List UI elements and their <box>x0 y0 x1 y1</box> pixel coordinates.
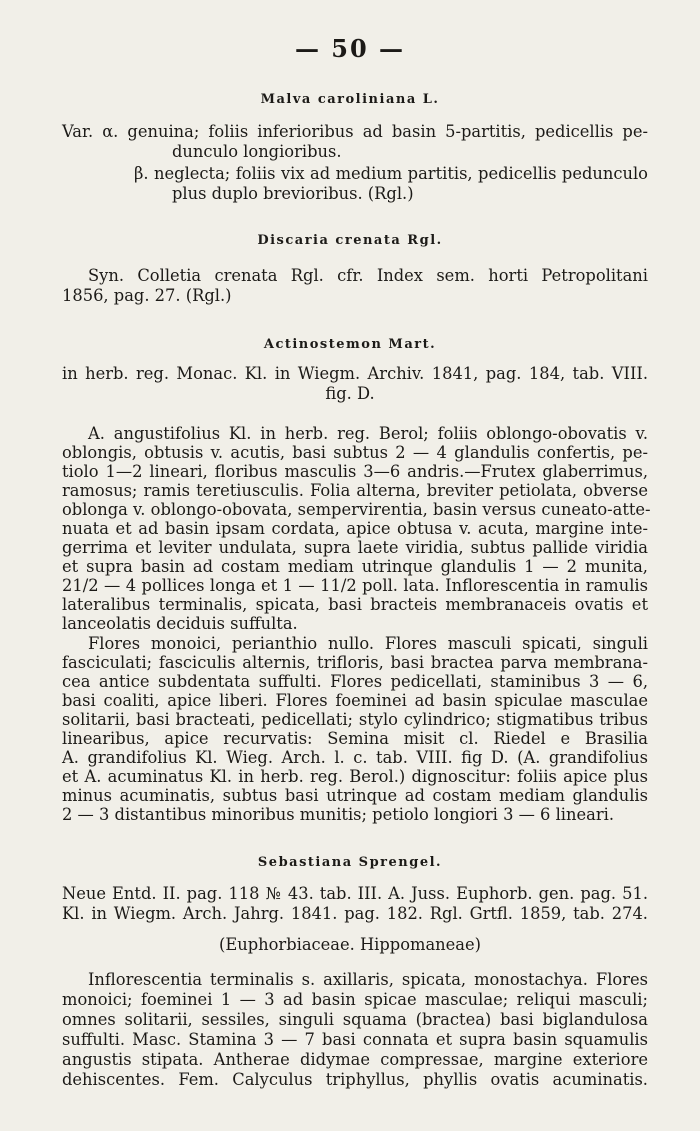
text-line: lateralibus terminalis, spicata, basi bracteis membranaceis ovatis et <box>62 595 648 614</box>
text-line: fasciculati; fasciculis alternis, trifloris, basi bractea parva membrana- <box>62 653 648 672</box>
text-line: 1856, pag. 27. (Rgl.) <box>62 286 232 305</box>
text-line: nuata et ad basin ipsam cordata, apice obtusa v. acuta, margine inte- <box>62 519 648 538</box>
text-line: dehiscentes. Fem. Calyculus triphyllus, phyllis ovatis acuminatis. <box>62 1070 648 1089</box>
text-line: basi coaliti, apice liberi. Flores foeminei ad basin spiculae masculae <box>62 691 648 710</box>
heading-actinostemon: Actinostemon Mart. <box>263 337 437 352</box>
text-line: β. neglecta; foliis vix ad medium partitis, pedicellis pedunculo <box>134 164 648 183</box>
text-line: suffulti. Masc. Stamina 3 — 7 basi connata et supra basin squamulis <box>62 1030 648 1049</box>
text-line: Flores monoici, perianthio nullo. Flores masculi spicati, singuli <box>88 634 648 653</box>
text-line: 2 — 3 distantibus minoribus munitis; petiolo longiori 3 — 6 lineari. <box>62 805 614 824</box>
text-line: dunculo longioribus. <box>172 142 342 161</box>
text-line: gerrima et leviter undulata, supra laete viridia, subtus pallide viridia <box>62 538 648 557</box>
text-line: A. grandifolius Kl. Wieg. Arch. l. c. tab. VIII. fig D. (A. grandifolius <box>62 748 648 767</box>
text-line: Kl. in Wiegm. Arch. Jahrg. 1841. pag. 182. Rgl. Grtfl. 1859, tab. 274. <box>62 904 648 923</box>
heading-sebastiana: Sebastiana Sprengel. <box>257 855 443 870</box>
text-line: A. angustifolius Kl. in herb. reg. Berol; foliis oblongo-obovatis v. <box>88 424 648 443</box>
heading-discaria: Discaria crenata Rgl. <box>257 233 443 248</box>
text-line: omnes solitarii, sessiles, singuli squama (bractea) basi biglandulosa <box>62 1010 648 1029</box>
text-line: tiolo 1—2 lineari, floribus masculis 3—6 andris.—Frutex glaberrimus, <box>62 462 648 481</box>
text-line: et A. acuminatus Kl. in herb. reg. Berol.) dignoscitur: foliis apice plus <box>62 767 648 786</box>
text-line: Var. α. genuina; foliis inferioribus ad basin 5-partitis, pedicellis pe- <box>62 122 648 141</box>
text-line: in herb. reg. Monac. Kl. in Wiegm. Archiv. 1841, pag. 184, tab. VIII. <box>62 364 648 383</box>
text-line: angustis stipata. Antherae didymae compressae, margine exteriore <box>62 1050 648 1069</box>
text-line: Neue Entd. II. pag. 118 № 43. tab. III. A. Juss. Euphorb. gen. pag. 51. <box>62 884 648 903</box>
text-line: fig. D. <box>325 384 375 403</box>
text-line: Inflorescentia terminalis s. axillaris, spicata, monostachya. Flores <box>88 970 648 989</box>
text-line: oblonga v. oblongo-obovata, sempervirentia, basin versus cuneato-atte- <box>62 500 651 519</box>
text-line: solitarii, basi bracteati, pedicellati; stylo cylindrico; stigmatibus tribus <box>62 710 648 729</box>
heading-malva: Malva caroliniana L. <box>260 92 440 107</box>
text-line: lanceolatis deciduis suffulta. <box>62 614 298 633</box>
text-line: minus acuminatis, subtus basi utrinque ad costam mediam glandulis <box>62 786 648 805</box>
text-line: ramosus; ramis teretiusculis. Folia alterna, breviter petiolata, obverse <box>62 481 648 500</box>
text-line: Syn. Colletia crenata Rgl. cfr. Index sem. horti Petropolitani <box>88 266 648 285</box>
page-number: — 50 — <box>294 34 406 63</box>
text-line: 21/2 — 4 pollices longa et 1 — 11/2 poll. lata. Inflorescentia in ramulis <box>62 576 648 595</box>
text-line: cea antice subdentata suffulti. Flores pedicellati, staminibus 3 — 6, <box>62 672 648 691</box>
text-line: linearibus, apice recurvatis: Semina misit cl. Riedel e Brasilia <box>62 729 648 748</box>
text-line: (Euphorbiaceae. Hippomaneae) <box>218 935 481 954</box>
text-line: monoici; foeminei 1 — 3 ad basin spicae masculae; reliqui masculi; <box>62 990 648 1009</box>
text-line: oblongis, obtusis v. acutis, basi subtus 2 — 4 glandulis confertis, pe- <box>62 443 648 462</box>
text-line: et supra basin ad costam mediam utrinque glandulis 1 — 2 munita, <box>62 557 648 576</box>
text-line: plus duplo brevioribus. (Rgl.) <box>172 184 414 203</box>
